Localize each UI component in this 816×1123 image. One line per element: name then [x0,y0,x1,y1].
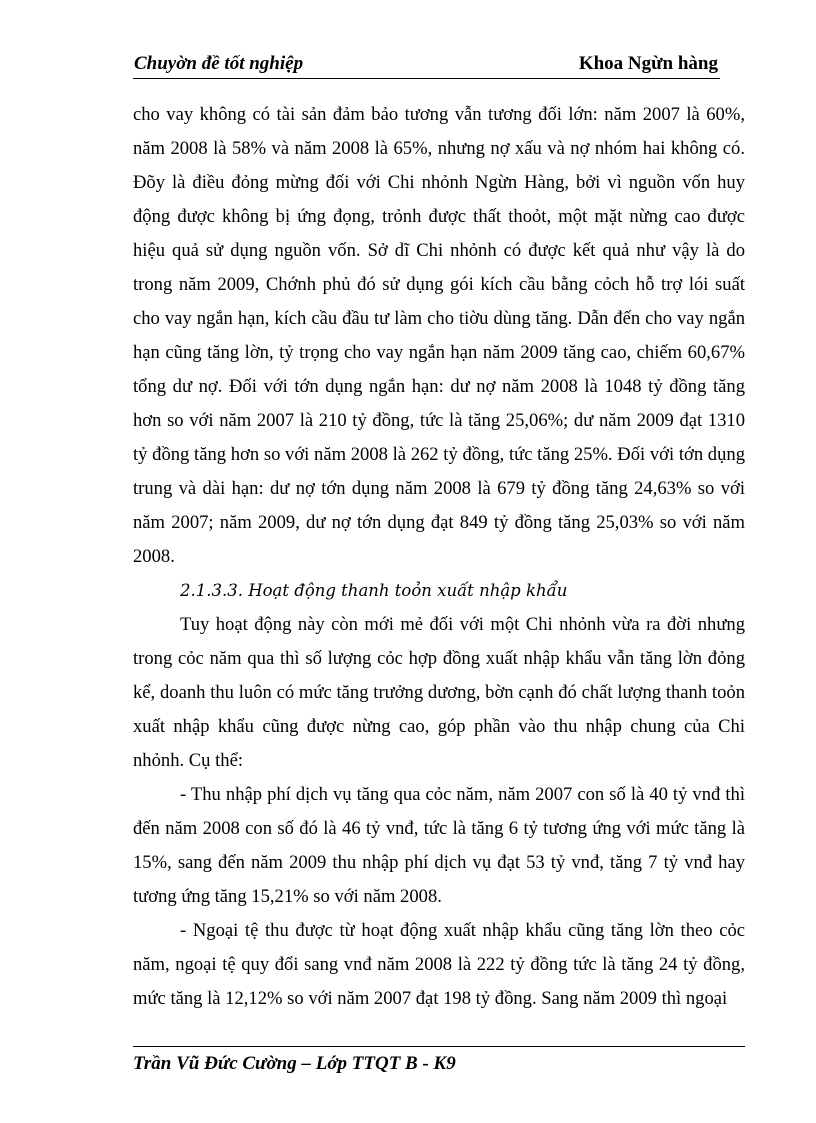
paragraph-credit-summary: cho vay không có tài sản đảm bảo tương vẫn tương đối lớn: năm 2007 là 60%, năm 2008 là 58% và năm 2008 là 65%, nhưng nợ xấu và nợ nhóm hai không có. Đõy là điều đỏng mừng đối với Chi nhỏnh Ngừn Hàng, bởi vì nguồn vốn huy động được không bị ứng đọng, trỏnh được thất thoỏt, một mặt nừng cao được hiệu quả sử dụng nguồn vốn. Sở dĩ Chi nhỏnh có được kết quả như vậy là do trong năm 2009, Chớnh phủ đó sử dụng gói kích cầu bằng cỏch hỗ trợ lói suất cho vay ngắn hạn, kích cầu đầu tư làm cho tiờu dùng tăng. Dẫn đến cho vay ngắn hạn cũng tăng lờn, tỷ trọng cho vay ngắn hạn năm 2009 tăng cao, chiếm 60,67% tổng dư nợ. Đối với tớn dụng ngắn hạn: dư nợ năm 2008 là 1048 tỷ đồng tăng hơn so với năm 2007 là 210 tỷ đồng, tức là tăng 25,06%; dư năm 2009 đạt 1310 tỷ đồng tăng hơn so với năm 2008 là 262 tỷ đồng, tức tăng 25%. Đối với tớn dụng trung và dài hạn: dư nợ tớn dụng năm 2008 là 679 tỷ đồng tăng 24,63% so với năm 2007; năm 2009, dư nợ tớn dụng đạt 849 tỷ đồng tăng 25,03% so với năm 2008. [133,104,745,567]
page-body [133,98,745,1016]
paragraph-service-fee-income: - Thu nhập phí dịch vụ tăng qua cỏc năm, năm 2007 con số là 40 tỷ vnđ thì đến năm 2008 con số đó là 46 tỷ vnđ, tức là tăng 6 tỷ tương ứng với mức tăng là 15%, sang đến năm 2009 thu nhập phí dịch vụ đạt 53 tỷ vnđ, tăng 7 tỷ vnđ hay tương ứng tăng 15,21% so với năm 2008. [133,784,745,907]
page-footer: Trần Vũ Đức Cường – Lớp TTQT B - K9 [133,1053,456,1074]
paragraph-import-export-intro: Tuy hoạt động này còn mới mẻ đối với một Chi nhỏnh vừa ra đời nhưng trong cỏc năm qua thì số lượng cỏc hợp đồng xuất nhập khẩu vẫn tăng lờn đỏng kể, doanh thu luôn có mức tăng trưởng dương, bờn cạnh đó chất lượng thanh toỏn xuất nhập khẩu cũng được nừng cao, góp phần vào thu nhập chung của Chi nhỏnh. Cụ thể: [133,614,745,771]
footer-divider [133,1046,745,1047]
section-heading: 2.1.3.3. Hoạt động thanh toỏn xuất nhập khẩu [180,581,568,600]
header-document-type: Chuyờn đề tốt nghiệp [134,53,304,74]
header-faculty: Khoa Ngừn hàng [578,53,718,74]
paragraph-foreign-currency: - Ngoại tệ thu được từ hoạt động xuất nhập khẩu cũng tăng lờn theo cỏc năm, ngoại tệ quy đổi sang vnđ năm 2008 là 222 tỷ đồng tức là tăng 24 tỷ đồng, mức tăng là 12,12% so với năm 2007 đạt 198 tỷ đồng. Sang năm 2009 thì ngoại [133,920,745,1009]
page-header [133,50,720,79]
